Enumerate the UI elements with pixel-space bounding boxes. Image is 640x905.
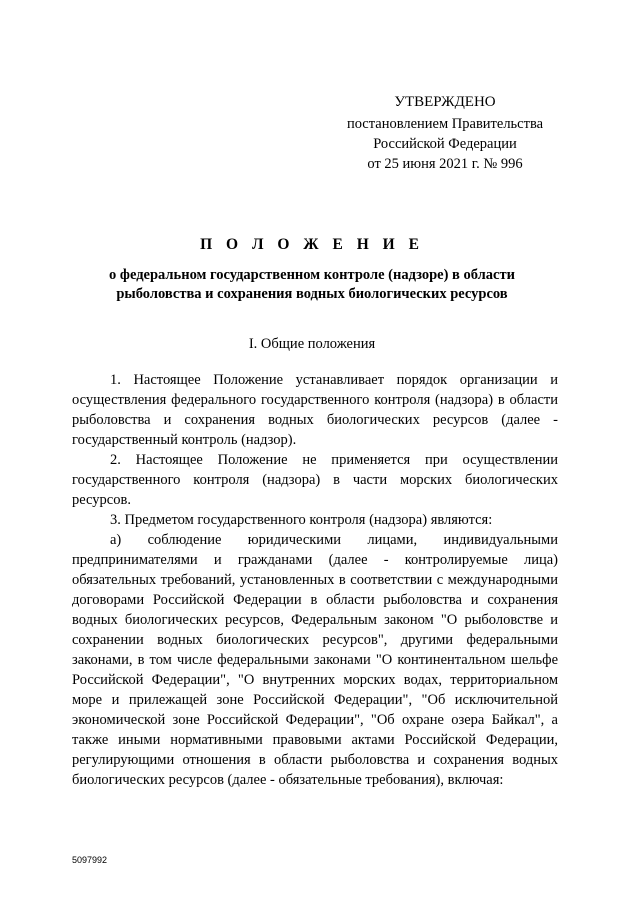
document-code: 5097992 xyxy=(72,855,108,865)
paragraph-3a: а) соблюдение юридическими лицами, индивидуальными предпринимателями и гражданами (далее - контролируемые лица) обязательных требований, установленных в соответствии с международными договорами Российской Федерации в области рыболовства и сохранения водных биологических ресурсов, Федеральным законом "О рыболовстве и сохранении водных биологических ресурсов", другими федеральными законами, в том числе федеральными законами "О континентальном шельфе Российской Федерации", "О внутренних морских водах, территориальном море и прилежащей зоне Российской Федерации", "Об исключительной экономической зоне Российской Федерации", "Об охране озера Байкал", а также иными нормативными правовыми актами Российской Федерации, регулирующими отношения в области рыболовства и сохранения водных биологических ресурсов (далее - обязательные требования), включая: xyxy=(72,532,558,788)
subtitle-line-2: рыболовства и сохранения водных биологических ресурсов xyxy=(116,286,508,302)
approval-line-3: от 25 июня 2021 г. № 996 xyxy=(367,156,523,172)
approval-heading: УТВЕРЖДЕНО xyxy=(394,94,496,110)
document-subtitle xyxy=(70,266,554,304)
subtitle-line-1: о федеральном государственном контроле (надзоре) в области xyxy=(109,267,515,283)
approval-line-1: постановлением Правительства xyxy=(346,116,544,132)
paragraph-1: 1. Настоящее Положение устанавливает порядок организации и осуществления федерального государственного контроля (надзора) в области рыболовства и сохранения водных биологических ресурсов (далее - государственный контроль (надзор). xyxy=(72,372,558,448)
document-body xyxy=(72,370,558,790)
approval-line-2: Российской Федерации xyxy=(373,136,517,152)
section-heading: I. Общие положения xyxy=(248,336,376,352)
approval-block xyxy=(330,92,560,174)
document-title: П О Л О Ж Е Н И Е xyxy=(200,236,424,253)
paragraph-3: 3. Предметом государственного контроля (надзора) являются: xyxy=(110,512,493,528)
paragraph-2: 2. Настоящее Положение не применяется при осуществлении государственного контроля (надзора) в части морских биологических ресурсов. xyxy=(72,452,558,508)
